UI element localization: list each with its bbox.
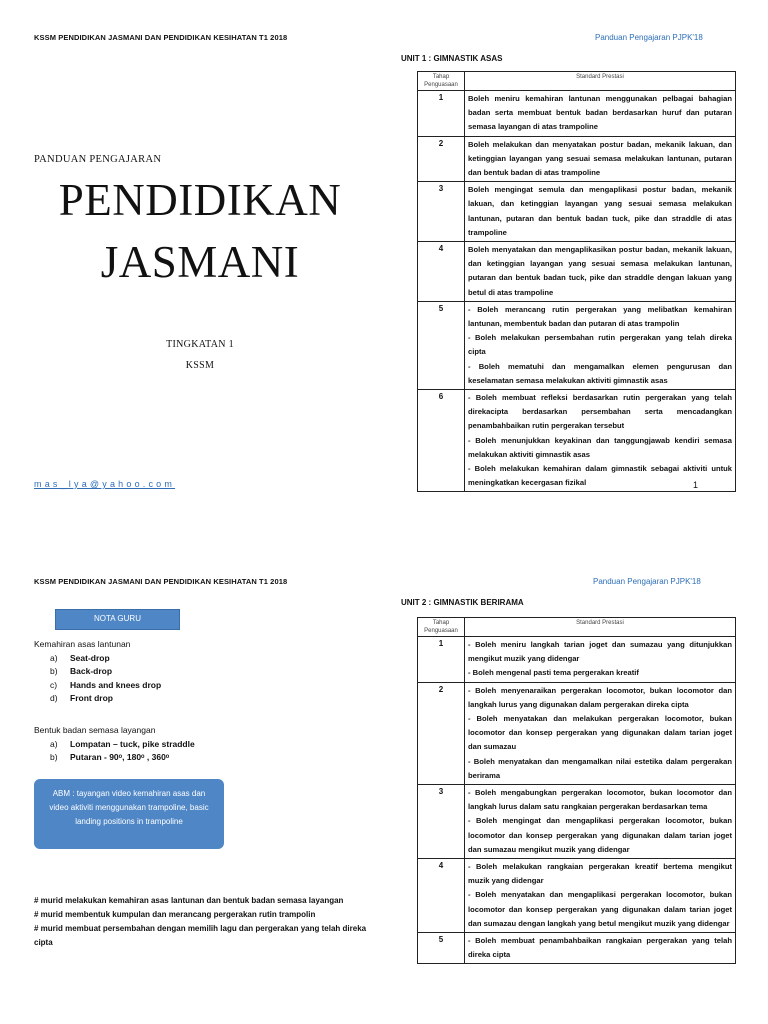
standard-row xyxy=(418,301,736,389)
standard-description xyxy=(465,136,736,182)
skill-item xyxy=(50,665,364,679)
standard-description xyxy=(465,390,736,492)
mastery-level: 2 xyxy=(418,682,465,784)
shapes-list xyxy=(34,738,364,765)
standard-line: - Boleh menunjukkan keyakinan dan tanggungjawab kendiri semasa melakukan aktiviti gimnastik asas xyxy=(468,435,732,459)
mastery-level: 5 xyxy=(418,933,465,964)
mastery-level: 6 xyxy=(418,390,465,492)
standard-row xyxy=(418,785,736,859)
cover-level: TINGKATAN 1 xyxy=(166,339,234,350)
mastery-level: 4 xyxy=(418,859,465,933)
standard-row xyxy=(418,682,736,784)
skills-heading: Kemahiran asas lantunan xyxy=(34,639,131,649)
standard-line: - Boleh menyenaraikan pergerakan locomotor, bukan locomotor dan langkah lurus yang digunakan dalam pergerakan direka cipta xyxy=(468,685,732,709)
skill-item xyxy=(50,652,364,666)
activity-note: # murid melakukan kemahiran asas lantunan dan bentuk badan semasa layangan xyxy=(34,896,344,905)
standard-line: - Boleh merancang rutin pergerakan yang melibatkan kemahiran lantunan, membentuk badan dan putaran di atas trampolin xyxy=(468,304,732,329)
standard-description xyxy=(465,682,736,784)
cover-curriculum: KSSM xyxy=(185,360,215,371)
list-marker: a) xyxy=(50,652,58,663)
standard-description xyxy=(465,91,736,137)
standard-description xyxy=(465,242,736,302)
standard-row xyxy=(418,390,736,492)
standard-line: - Boleh melakukan rangkaian pergerakan kreatif bertema mengikut muzik yang didengar xyxy=(468,862,732,886)
standard-line: - Boleh menyatakan dan mengaplikasi pergerakan locomotor, bukan locomotor dan konsep pergerakan yang digunakan dalam tarian joget dan sumazau dengan langkah yang betul mengikut muzik yang didengar xyxy=(468,890,732,928)
shape-item xyxy=(50,751,364,765)
skill-item xyxy=(50,679,364,693)
standard-line: - Boleh mengenal pasti tema pergerakan kreatif xyxy=(468,668,639,678)
mastery-level: 3 xyxy=(418,785,465,859)
skills-list xyxy=(34,652,364,706)
standard-row xyxy=(418,182,736,242)
standard-row xyxy=(418,933,736,964)
list-marker: a) xyxy=(50,738,58,749)
standard-column-header: Standard Prestasi xyxy=(465,72,736,91)
skill-text: Back-drop xyxy=(70,666,113,676)
mastery-level: 3 xyxy=(418,182,465,242)
standard-row xyxy=(418,136,736,182)
email-link[interactable]: mas_lya@yahoo.com xyxy=(34,479,176,489)
shapes-heading: Bentuk badan semasa layangan xyxy=(34,725,156,735)
shape-text: Lompatan – tuck, pike straddle xyxy=(70,738,195,749)
standard-description xyxy=(465,785,736,859)
standard-line: - Boleh mematuhi dan mengamalkan elemen pengurusan dan keselamatan semasa melakukan aktiviti gimnastik asas xyxy=(468,361,732,385)
list-marker: d) xyxy=(50,693,58,703)
header-left-2: KSSM PENDIDIKAN JASMANI DAN PENDIDIKAN KESIHATAN T1 2018 xyxy=(34,577,288,586)
standard-column-header: Standard Prestasi xyxy=(465,618,736,637)
mastery-level: 1 xyxy=(418,91,465,137)
standard-description xyxy=(465,859,736,933)
cover-title-line1: PENDIDIKAN xyxy=(58,175,342,225)
mastery-level: 5 xyxy=(418,301,465,389)
list-marker: b) xyxy=(50,666,58,676)
activity-notes xyxy=(34,894,374,950)
cover-title-line2: JASMANI xyxy=(100,237,300,287)
standard-row xyxy=(418,91,736,137)
skill-item xyxy=(50,692,364,706)
unit2-title: UNIT 2 : GIMNASTIK BERIRAMA xyxy=(401,598,524,607)
standard-row xyxy=(418,637,736,683)
level-column-header: Tahap Penguasaan xyxy=(418,618,465,637)
list-marker: b) xyxy=(50,752,58,762)
shape-text: Putaran - 90ᵒ, 180ᵒ , 360ᵒ xyxy=(70,752,170,762)
skill-text: Hands and knees drop xyxy=(70,679,162,690)
header-left: KSSM PENDIDIKAN JASMANI DAN PENDIDIKAN KESIHATAN T1 2018 xyxy=(34,33,288,42)
activity-note: # murid membuat persembahan dengan memilih lagu dan pergerakan yang telah direka cipta xyxy=(34,924,367,947)
activity-note: # murid membentuk kumpulan dan merancang pergerakan rutin trampolin xyxy=(34,910,316,919)
list-marker: c) xyxy=(50,679,58,690)
skills-block xyxy=(34,638,364,706)
abm-note: ABM : tayangan video kemahiran asas dan video aktiviti menggunakan trampoline, basic landing positions in trampoline xyxy=(34,779,224,849)
standard-line: Boleh meniru kemahiran lantunan menggunakan pelbagai bahagian badan serta membuat bentuk badan berdasarkan huruf dan putaran semasa layangan di atas trampoline xyxy=(468,94,732,132)
nota-guru-label: NOTA GURU xyxy=(55,609,180,630)
standard-line: - Boleh mengingat dan mengaplikasi pergerakan locomotor, bukan locomotor dan konsep pergerakan yang digunakan dalam tarian joget dan sumazau mengikut muzik yang didengar xyxy=(468,816,732,854)
standard-line: - Boleh meniru langkah tarian joget dan sumazau yang ditunjukkan mengikut muzik yang didengar xyxy=(468,640,732,664)
standard-line: - Boleh menyatakan dan melakukan pergerakan locomotor, bukan locomotor dan konsep pergerakan yang digunakan dalam tarian joget dan sumazau xyxy=(468,714,732,752)
page-number: 1 xyxy=(693,480,699,490)
mastery-level: 2 xyxy=(418,136,465,182)
standard-line: - Boleh melakukan persembahan rutin pergerakan yang telah direka cipta xyxy=(468,333,732,357)
unit1-title: UNIT 1 : GIMNASTIK ASAS xyxy=(401,54,503,63)
header-right: Panduan Pengajaran PJPK'18 xyxy=(595,33,703,42)
header-right-2: Panduan Pengajaran PJPK'18 xyxy=(593,577,701,586)
mastery-level: 1 xyxy=(418,637,465,683)
standard-description xyxy=(465,933,736,964)
standard-line: - Boleh membuat penambahbaikan rangkaian pergerakan yang telah direka cipta xyxy=(468,936,732,960)
standard-line: - Boleh menyatakan dan mengamalkan nilai estetika dalam pergerakan berirama xyxy=(468,756,732,780)
standard-row xyxy=(418,242,736,302)
standard-line: Boleh menyatakan dan mengaplikasikan postur badan, mekanik lakuan, dan ketinggian layangan yang sesuai semasa melakukan lantunan, putaran dan bentuk badan tuck, pike dan straddle dengan lakuan yang betul di atas trampoline xyxy=(468,245,732,297)
unit2-standards-table xyxy=(417,617,736,964)
standard-line: Boleh mengingat semula dan mengaplikasi postur badan, mekanik lakuan, dan ketinggian layangan yang sesuai semasa melakukan lantunan, putaran dan bentuk badan tuck, pike dan straddle di atas trampoline xyxy=(468,185,732,237)
mastery-level: 4 xyxy=(418,242,465,302)
standard-line: Boleh melakukan dan menyatakan postur badan, mekanik lakuan, dan ketinggian layangan yang sesuai semasa melakukan lantunan, putaran dan bentuk badan di atas trampoline xyxy=(468,139,732,178)
level-column-header: Tahap Penguasaan xyxy=(418,72,465,91)
standard-row xyxy=(418,859,736,933)
standard-line: - Boleh membuat refleksi berdasarkan rutin pergerakan yang telah direkacipta berdasarkan persembahan serta mencadangkan penambahbaikan rutin pergerakan tersebut xyxy=(468,393,732,431)
standard-description xyxy=(465,301,736,389)
standard-line: - Boleh melakukan kemahiran dalam gimnastik sebagai aktiviti untuk meningkatkan kecergasan fizikal xyxy=(468,464,732,488)
unit1-standards-table xyxy=(417,71,736,492)
standard-description xyxy=(465,182,736,242)
shapes-block xyxy=(34,724,364,765)
standard-line: - Boleh mengabungkan pergerakan locomotor, bukan locomotor dan langkah lurus dalam satu rangkaian pergerakan berdasarkan tema xyxy=(468,788,732,812)
cover-kicker: PANDUAN PENGAJARAN xyxy=(34,154,162,165)
skill-text: Seat-drop xyxy=(70,652,110,663)
skill-text: Front drop xyxy=(70,693,113,703)
standard-description xyxy=(465,637,736,683)
shape-item xyxy=(50,738,364,752)
